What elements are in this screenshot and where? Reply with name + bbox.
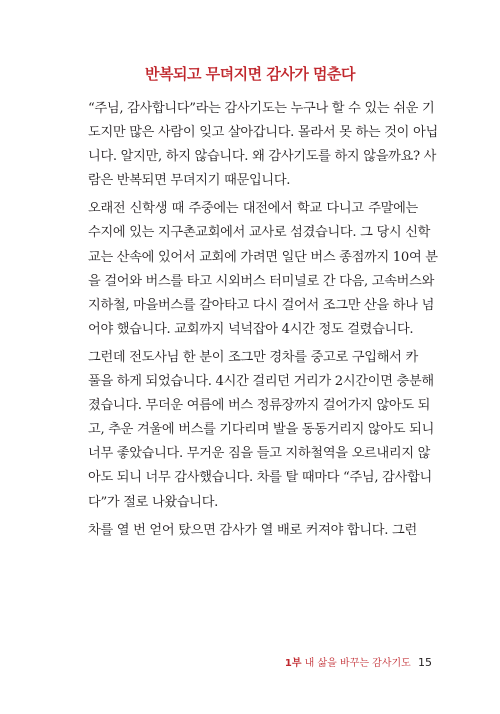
text-line: 그런데 전도사님 한 분이 조그만 경차를 중고로 구입해서 카 bbox=[88, 349, 418, 365]
text-line: 너무 좋았습니다. 무거운 짐을 들고 지하철역을 오르내리지 않 bbox=[88, 446, 431, 462]
paragraph bbox=[88, 197, 438, 342]
paragraph bbox=[88, 97, 438, 193]
section-title: 반복되고 무뎌지면 감사가 멈춘다 bbox=[144, 65, 356, 83]
text-line: 니다. 알지만, 하지 않습니다. 왜 감사기도를 하지 않을까요? 사 bbox=[88, 149, 437, 165]
text-line: 교는 산속에 있어서 교회에 가려면 일단 버스 종점까지 10여 분 bbox=[88, 249, 438, 265]
body-text bbox=[88, 97, 438, 543]
page-number: 15 bbox=[418, 656, 432, 669]
text-line: 지하철, 마을버스를 갈아타고 다시 걸어서 조그만 산을 하나 넘 bbox=[88, 297, 435, 313]
text-line: 수지에 있는 지구촌교회에서 교사로 섬겼습니다. 그 당시 신학 bbox=[88, 225, 431, 241]
text-line: 졌습니다. 무더운 여름에 버스 정류장까지 걸어가지 않아도 되 bbox=[88, 398, 431, 414]
paragraph bbox=[88, 519, 418, 543]
text-line: 아도 되니 너무 감사했습니다. 차를 탈 때마다 “주님, 감사합니 bbox=[88, 470, 432, 486]
text-line: 풀을 하게 되었습니다. 4시간 걸리던 거리가 2시간이면 충분해 bbox=[88, 374, 434, 390]
text-line: 다”가 절로 나왔습니다. bbox=[88, 494, 219, 510]
text-line: 고, 추운 겨울에 버스를 기다리며 발을 동동거리지 않아도 되니 bbox=[88, 422, 435, 438]
text-line: 어야 했습니다. 교회까지 넉넉잡아 4시간 정도 걸렸습니다. bbox=[88, 321, 414, 337]
footer-part-label: 1부 bbox=[284, 658, 302, 669]
text-line: 람은 반복되면 무뎌지기 때문입니다. bbox=[88, 173, 291, 189]
text-line: 도지만 많은 사람이 잊고 살아갑니다. 몰라서 못 하는 것이 아닙 bbox=[88, 125, 438, 141]
text-line: 차를 열 번 얻어 탔으면 감사가 열 배로 커져야 합니다. 그런 bbox=[88, 522, 417, 538]
text-line: “주님, 감사합니다”라는 감사기도는 누구나 할 수 있는 쉬운 기 bbox=[88, 101, 435, 116]
text-line: 오래전 신학생 때 주중에는 대전에서 학교 다니고 주말에는 bbox=[88, 201, 418, 217]
page-footer bbox=[285, 654, 432, 669]
text-line: 을 걸어와 버스를 타고 시외버스 터미널로 간 다음, 고속버스와 bbox=[88, 273, 435, 289]
footer-book-section: 내 삶을 바꾸는 감사기도 bbox=[304, 658, 411, 669]
paragraph bbox=[88, 346, 435, 515]
